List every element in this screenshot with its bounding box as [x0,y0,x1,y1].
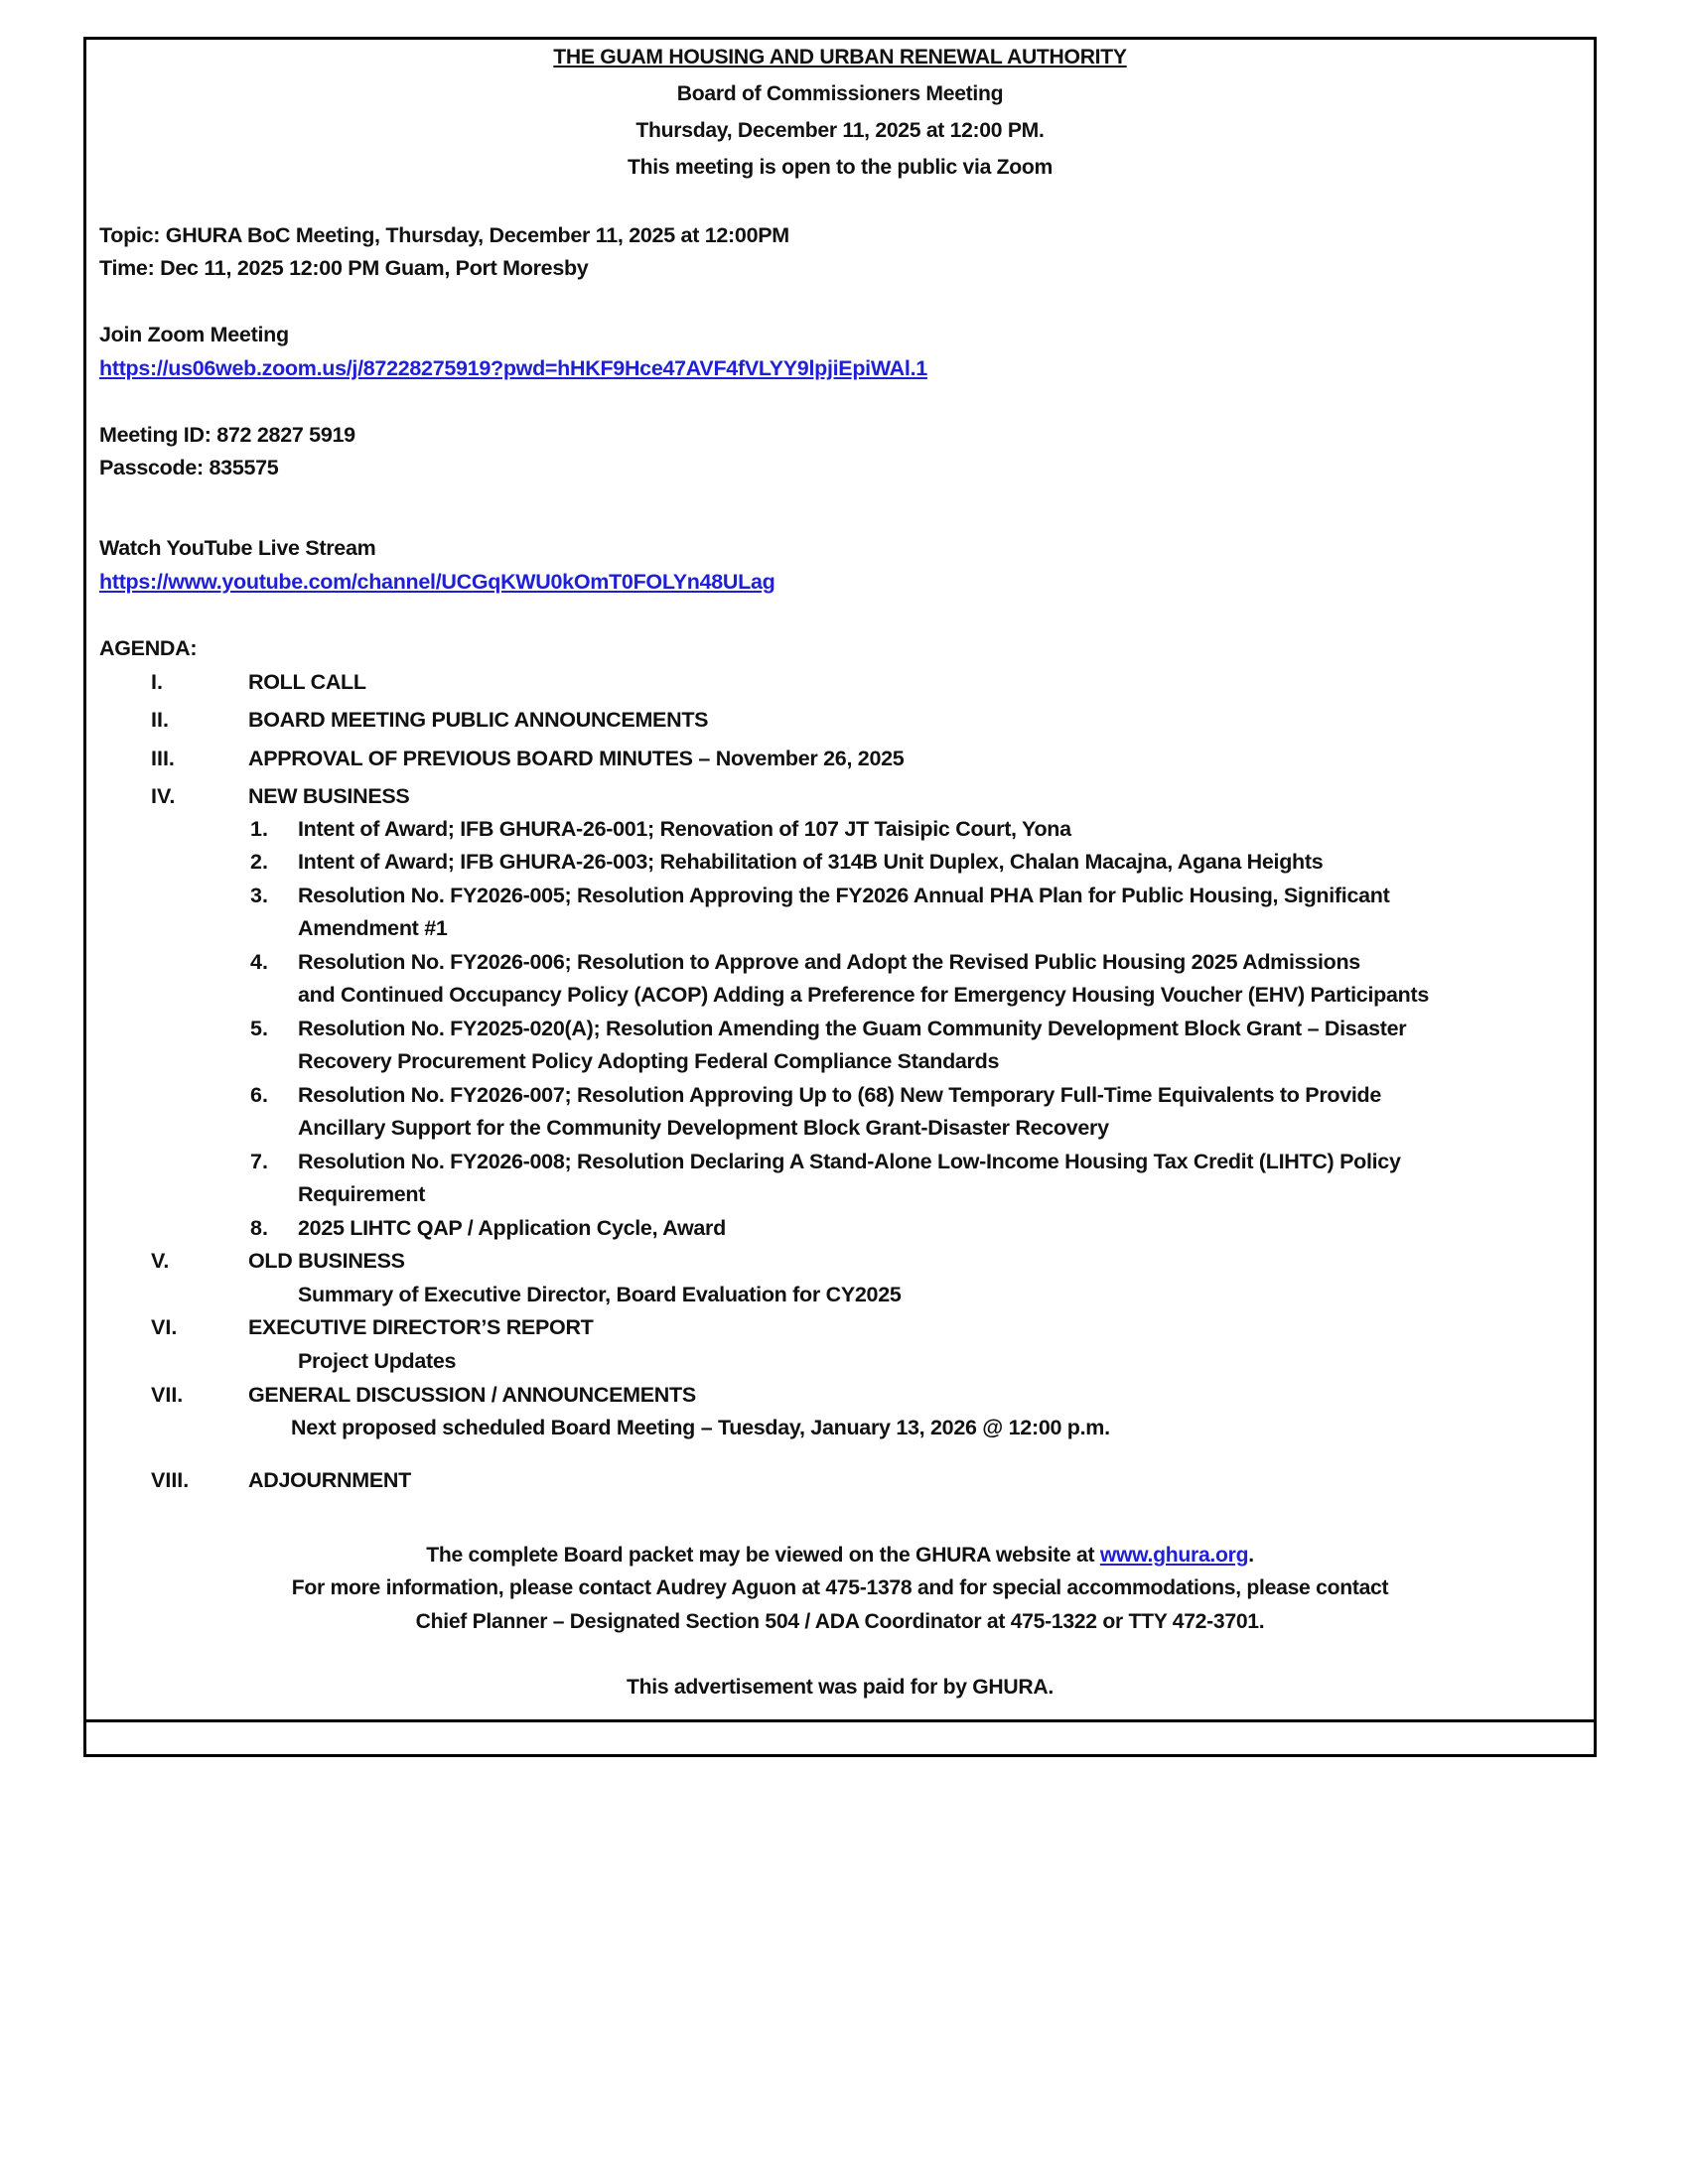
section-title: ROLL CALL [248,670,366,694]
section-numeral: I. [151,670,163,694]
organization-title [95,44,1585,69]
youtube-label: Watch YouTube Live Stream [99,536,376,560]
item-text-continued: Amendment #1 [298,916,448,940]
item-text: Resolution No. FY2026-005; Resolution Approving the FY2026 Annual PHA Plan for Public Housing, Significant [298,884,1390,907]
ghura-website-link[interactable]: www.ghura.org [1099,1543,1249,1567]
item-text: Resolution No. FY2026-006; Resolution to Approve and Adopt the Revised Public Housing 2025 Admissions [298,950,1360,974]
zoom-meeting-link[interactable]: https://us06web.zoom.us/j/87228275919?pwd=hHKF9Hce47AVF4fVLYY9lpjiEpiWAl.1 [99,356,927,380]
item-number: 1. [250,817,268,841]
item-number: 4. [250,950,268,974]
item-text: Intent of Award; IFB GHURA-26-003; Rehabilitation of 314B Unit Duplex, Chalan Macajna, Agana Heights [298,850,1324,874]
item-text-continued: Ancillary Support for the Community Development Block Grant-Disaster Recovery [298,1116,1109,1140]
paid-advertisement-note: This advertisement was paid for by GHURA. [627,1675,1054,1699]
item-text: Resolution No. FY2025-020(A); Resolution Amending the Guam Community Development Block Grant – Disaster [298,1017,1407,1040]
agenda-label: AGENDA: [99,636,198,660]
board-packet-period: . [1248,1543,1254,1567]
footer-divider [83,1719,1597,1722]
item-number: 2. [250,850,268,874]
section-title: APPROVAL OF PREVIOUS BOARD MINUTES – November 26, 2025 [248,747,905,770]
item-text-continued: and Continued Occupancy Policy (ACOP) Adding a Preference for Emergency Housing Voucher (EHV) Participants [298,983,1429,1007]
section-title: ADJOURNMENT [248,1468,411,1492]
zoom-time: Time: Dec 11, 2025 12:00 PM Guam, Port Moresby [99,256,589,280]
meeting-datetime: Thursday, December 11, 2025 at 12:00 PM. [635,118,1045,142]
item-number: 6. [250,1083,268,1107]
organization-title-text: THE GUAM HOUSING AND URBAN RENEWAL AUTHORITY [553,45,1127,68]
item-number: 7. [250,1150,268,1173]
section-subitem: Project Updates [298,1349,457,1373]
zoom-passcode: Passcode: 835575 [99,456,279,479]
section-numeral: VIII. [151,1468,190,1492]
section-numeral: II. [151,708,169,732]
board-packet-note [95,1542,1585,1568]
meeting-name: Board of Commissioners Meeting [676,81,1004,105]
section-numeral: VI. [151,1315,178,1339]
public-notice: This meeting is open to the public via Zoom [627,155,1054,179]
board-packet-text: The complete Board packet may be viewed on the GHURA website at [426,1543,1100,1567]
section-title: NEW BUSINESS [248,784,410,808]
youtube-link[interactable]: https://www.youtube.com/channel/UCGqKWU0kOmT0FOLYn48ULag [99,570,775,594]
join-zoom-label: Join Zoom Meeting [99,323,289,346]
section-numeral: VII. [151,1383,184,1407]
item-number: 8. [250,1216,268,1240]
section-title: BOARD MEETING PUBLIC ANNOUNCEMENTS [248,708,709,732]
contact-info-line-1: For more information, please contact Audrey Aguon at 475-1378 and for special accommodations, please contact [291,1575,1389,1599]
item-text-continued: Requirement [298,1182,426,1206]
section-subitem: Summary of Executive Director, Board Evaluation for CY2025 [298,1283,902,1306]
section-subitem: Next proposed scheduled Board Meeting – Tuesday, January 13, 2026 @ 12:00 p.m. [291,1416,1110,1439]
section-numeral: V. [151,1249,170,1273]
section-title: EXECUTIVE DIRECTOR’S REPORT [248,1315,594,1339]
item-text-continued: Recovery Procurement Policy Adopting Federal Compliance Standards [298,1049,1000,1073]
section-numeral: III. [151,747,175,770]
zoom-meeting-id: Meeting ID: 872 2827 5919 [99,423,355,447]
item-text: Resolution No. FY2026-007; Resolution Approving Up to (68) New Temporary Full-Time Equivalents to Provide [298,1083,1382,1107]
section-title: OLD BUSINESS [248,1249,405,1273]
section-numeral: IV. [151,784,176,808]
item-text: 2025 LIHTC QAP / Application Cycle, Award [298,1216,726,1240]
item-number: 3. [250,884,268,907]
zoom-topic: Topic: GHURA BoC Meeting, Thursday, December 11, 2025 at 12:00PM [99,223,789,247]
section-title: GENERAL DISCUSSION / ANNOUNCEMENTS [248,1383,696,1407]
contact-info-line-2: Chief Planner – Designated Section 504 / ADA Coordinator at 475-1322 or TTY 472-3701. [415,1609,1265,1633]
item-text: Resolution No. FY2026-008; Resolution Declaring A Stand-Alone Low-Income Housing Tax Credit (LIHTC) Policy [298,1150,1401,1173]
item-text: Intent of Award; IFB GHURA-26-001; Renovation of 107 JT Taisipic Court, Yona [298,817,1071,841]
item-number: 5. [250,1017,268,1040]
